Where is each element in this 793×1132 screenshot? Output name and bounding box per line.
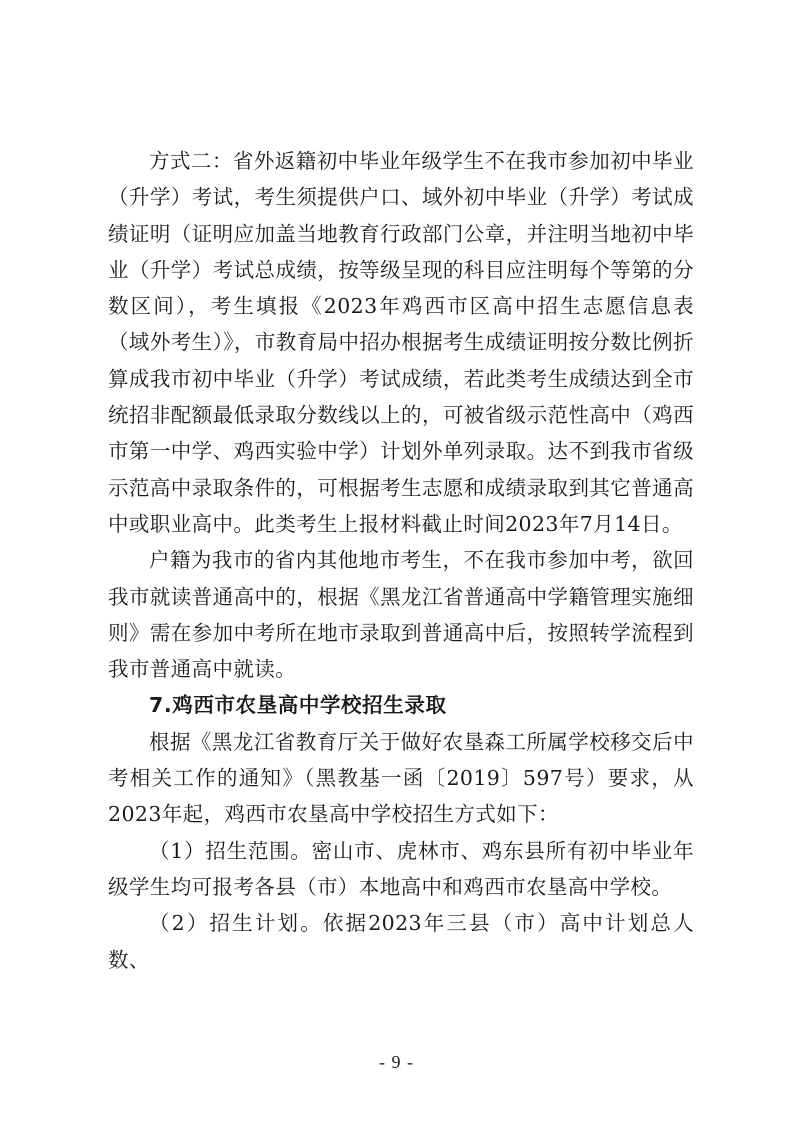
paragraph-enrollment-plan: （2）招生计划。依据2023年三县（市）高中计划总人数、	[108, 911, 694, 972]
page-number: - 9 -	[379, 1052, 414, 1072]
paragraph-policy-basis: 根据《黑龙江省教育厅关于做好农垦森工所属学校移交后中考相关工作的通知》（黑教基一函〔2019〕597号）要求，从2023年起，鸡西市农垦高中学校招生方式如下：	[108, 729, 694, 827]
paragraph-in-province-students: 户籍为我市的省内其他地市考生，不在我市参加中考，欲回我市就读普通高中的，根据《黑龙江省普通高中学籍管理实施细则》需在参加中考所在地市录取到普通高中后，按照转学流程到我市普通高中就读。	[108, 548, 694, 682]
section-heading: 7.鸡西市农垦高中学校招生录取	[149, 693, 447, 718]
document-body	[108, 143, 694, 978]
paragraph-method-two: 方式二：省外返籍初中毕业年级学生不在我市参加初中毕业（升学）考试，考生须提供户口、域外初中毕业（升学）考试成绩证明（证明应加盖当地教育行政部门公章，并注明当地初中毕业（升学）考试总成绩，按等级呈现的科目应注明每个等第的分数区间），考生填报《2023年鸡西市区高中招生志愿信息表（域外考生）》，市教育局中招办根据考生成绩证明按分数比例折算成我市初中毕业（升学）考试成绩，若此类考生成绩达到全市统招非配额最低录取分数线以上的，可被省级示范性高中（鸡西市第一中学、鸡西实验中学）计划外单列录取。达不到我市省级示范高中录取条件的，可根据考生志愿和成绩录取到其它普通高中或职业高中。此类考生上报材料截止时间2023年7月14日。	[108, 149, 694, 536]
paragraph-enrollment-scope: （1）招生范围。密山市、虎林市、鸡东县所有初中毕业年级学生均可报考各县（市）本地高中和鸡西市农垦高中学校。	[108, 838, 694, 899]
